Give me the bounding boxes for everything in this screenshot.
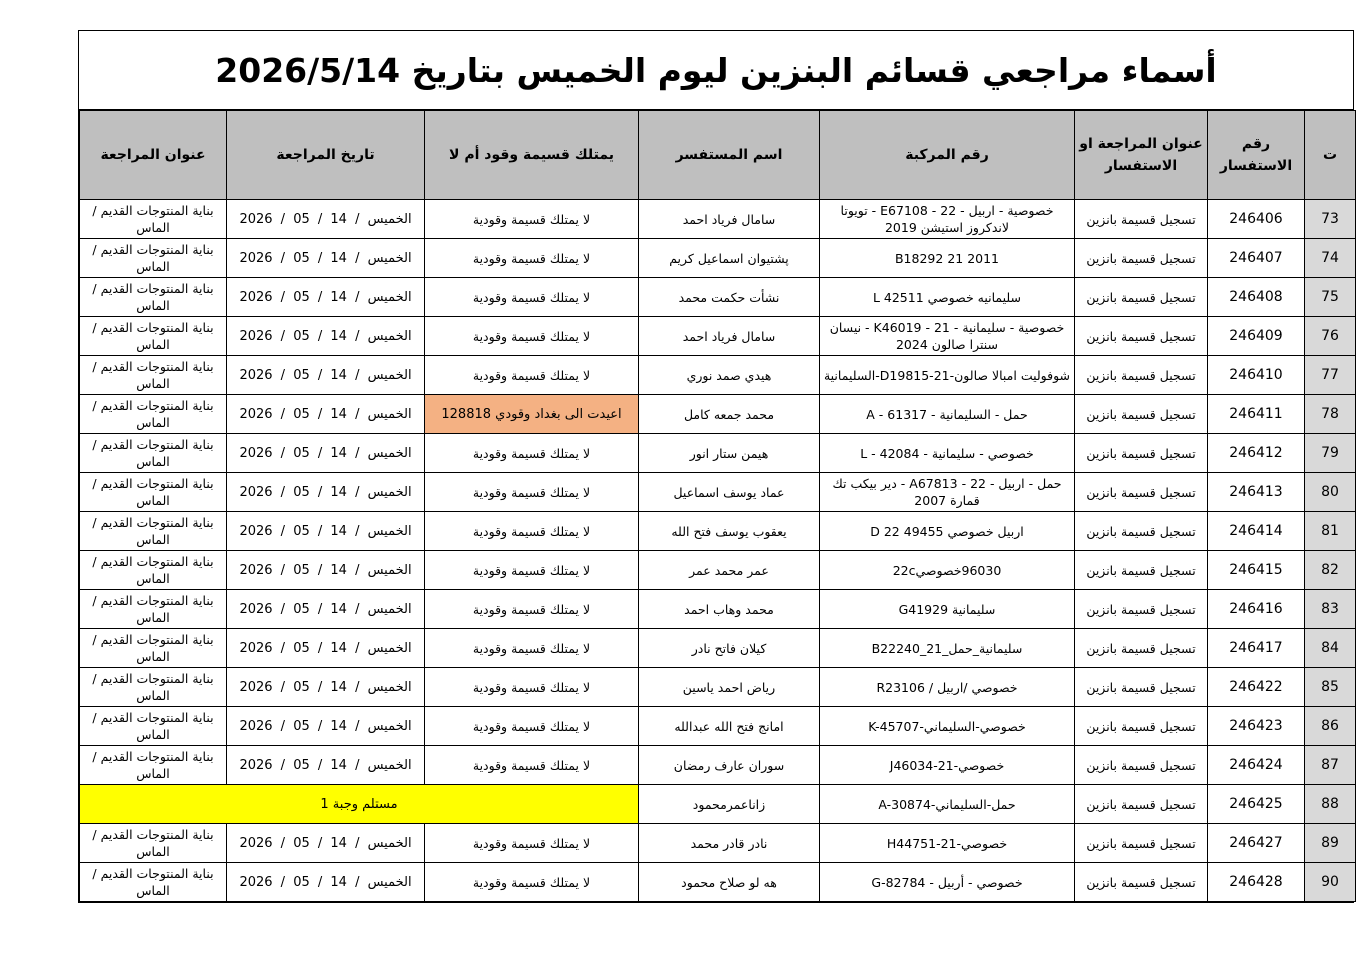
cell-review-location: بناية المنتوجات القديم / الماس	[80, 473, 227, 512]
table-row	[80, 434, 1356, 473]
table-row	[80, 668, 1356, 707]
cell-seq: 82	[1305, 551, 1356, 590]
cell-fuel-coupon: لا يمتلك قسيمة وقودية	[425, 707, 639, 746]
header-fuel-coupon: يمتلك قسيمة وقود أم لا	[425, 111, 639, 200]
cell-review-date: الخميس / 14 / 05 / 2026	[227, 746, 425, 785]
cell-review-location: بناية المنتوجات القديم / الماس	[80, 551, 227, 590]
table-row	[80, 512, 1356, 551]
cell-vehicle-plate: حمل - السليمانية - 61317 - A	[820, 395, 1075, 434]
cell-inquiry-number: 246410	[1208, 356, 1305, 395]
cell-fuel-coupon: اعيدت الى بغداد وقودي 128818	[425, 395, 639, 434]
header-review-date: تاريخ المراجعة	[227, 111, 425, 200]
cell-vehicle-plate: خصوصي - سليمانية - 42084 - L	[820, 434, 1075, 473]
cell-vehicle-plate: حمل-السليماني-A-30874	[820, 785, 1075, 824]
cell-seq: 86	[1305, 707, 1356, 746]
cell-review-location: بناية المنتوجات القديم / الماس	[80, 356, 227, 395]
cell-vehicle-plate: شوفوليت امبالا صالون-D19815-21-السليمانية	[820, 356, 1075, 395]
cell-review-location: بناية المنتوجات القديم / الماس	[80, 395, 227, 434]
table-row	[80, 317, 1356, 356]
cell-applicant-name: نشأت حكمت محمد	[639, 278, 820, 317]
cell-review-date: الخميس / 14 / 05 / 2026	[227, 317, 425, 356]
cell-review-location: بناية المنتوجات القديم / الماس	[80, 707, 227, 746]
cell-inquiry-number: 246408	[1208, 278, 1305, 317]
table-row	[80, 356, 1356, 395]
cell-inquiry-number: 246422	[1208, 668, 1305, 707]
table-row	[80, 590, 1356, 629]
cell-review-date: الخميس / 14 / 05 / 2026	[227, 434, 425, 473]
cell-review-location: بناية المنتوجات القديم / الماس	[80, 200, 227, 239]
cell-seq: 83	[1305, 590, 1356, 629]
cell-fuel-coupon: لا يمتلك قسيمة وقودية	[425, 629, 639, 668]
table-row	[80, 395, 1356, 434]
cell-seq: 77	[1305, 356, 1356, 395]
cell-review-date: الخميس / 14 / 05 / 2026	[227, 707, 425, 746]
cell-review-date: الخميس / 14 / 05 / 2026	[227, 278, 425, 317]
cell-applicant-name: نادر قادر محمد	[639, 824, 820, 863]
page-title: أسماء مراجعي قسائم البنزين ليوم الخميس بتاريخ 2026/5/14	[79, 31, 1353, 110]
cell-inquiry-type: تسجيل قسيمة بانزين	[1075, 824, 1208, 863]
document-sheet	[78, 30, 1354, 903]
cell-inquiry-type: تسجيل قسيمة بانزين	[1075, 239, 1208, 278]
table-row	[80, 746, 1356, 785]
cell-inquiry-type: تسجيل قسيمة بانزين	[1075, 278, 1208, 317]
cell-inquiry-number: 246414	[1208, 512, 1305, 551]
cell-inquiry-type: تسجيل قسيمة بانزين	[1075, 356, 1208, 395]
cell-vehicle-plate: سليمانيه خصوصي L 42511	[820, 278, 1075, 317]
cell-vehicle-plate: خصوصي - أربيل - G-82784	[820, 863, 1075, 902]
cell-applicant-name: يعقوب يوسف فتح الله	[639, 512, 820, 551]
cell-inquiry-number: 246417	[1208, 629, 1305, 668]
cell-inquiry-number: 246423	[1208, 707, 1305, 746]
table-row	[80, 785, 1356, 824]
cell-fuel-coupon: لا يمتلك قسيمة وقودية	[425, 746, 639, 785]
table-row	[80, 278, 1356, 317]
cell-review-location: بناية المنتوجات القديم / الماس	[80, 434, 227, 473]
cell-inquiry-type: تسجيل قسيمة بانزين	[1075, 590, 1208, 629]
cell-review-date: الخميس / 14 / 05 / 2026	[227, 473, 425, 512]
cell-inquiry-type: تسجيل قسيمة بانزين	[1075, 746, 1208, 785]
header-seq: ت	[1305, 111, 1356, 200]
cell-inquiry-type: تسجيل قسيمة بانزين	[1075, 629, 1208, 668]
header-vehicle-plate: رقم المركبة	[820, 111, 1075, 200]
cell-seq: 85	[1305, 668, 1356, 707]
header-inquiry-type: عنوان المراجعة او الاستفسار	[1075, 111, 1208, 200]
cell-fuel-coupon: لا يمتلك قسيمة وقودية	[425, 863, 639, 902]
cell-applicant-name: كيلان فاتح نادر	[639, 629, 820, 668]
cell-inquiry-number: 246407	[1208, 239, 1305, 278]
cell-inquiry-number: 246416	[1208, 590, 1305, 629]
cell-applicant-name: سامال فرياد احمد	[639, 317, 820, 356]
cell-inquiry-type: تسجيل قسيمة بانزين	[1075, 317, 1208, 356]
cell-review-location: بناية المنتوجات القديم / الماس	[80, 590, 227, 629]
cell-applicant-name: هه لو صلاح محمود	[639, 863, 820, 902]
cell-vehicle-plate: حمل - اربيل - 22 - A67813 - دير بيكب تك قمارة 2007	[820, 473, 1075, 512]
header-review-location: عنوان المراجعة	[80, 111, 227, 200]
table-row	[80, 824, 1356, 863]
table-row	[80, 629, 1356, 668]
cell-inquiry-type: تسجيل قسيمة بانزين	[1075, 395, 1208, 434]
cell-seq: 88	[1305, 785, 1356, 824]
cell-inquiry-number: 246412	[1208, 434, 1305, 473]
cell-seq: 75	[1305, 278, 1356, 317]
cell-inquiry-number: 246409	[1208, 317, 1305, 356]
cell-inquiry-number: 246411	[1208, 395, 1305, 434]
cell-review-date: الخميس / 14 / 05 / 2026	[227, 239, 425, 278]
table-row	[80, 473, 1356, 512]
cell-vehicle-plate: اربيل خصوصي 49455 22 D	[820, 512, 1075, 551]
cell-fuel-coupon: لا يمتلك قسيمة وقودية	[425, 473, 639, 512]
cell-review-date: الخميس / 14 / 05 / 2026	[227, 824, 425, 863]
cell-fuel-coupon: لا يمتلك قسيمة وقودية	[425, 590, 639, 629]
cell-review-date: الخميس / 14 / 05 / 2026	[227, 668, 425, 707]
cell-inquiry-number: 246428	[1208, 863, 1305, 902]
cell-vehicle-plate: سليمانية G41929	[820, 590, 1075, 629]
cell-inquiry-type: تسجيل قسيمة بانزين	[1075, 512, 1208, 551]
cell-seq: 73	[1305, 200, 1356, 239]
table-row	[80, 863, 1356, 902]
cell-seq: 78	[1305, 395, 1356, 434]
cell-review-date: الخميس / 14 / 05 / 2026	[227, 356, 425, 395]
cell-inquiry-number: 246413	[1208, 473, 1305, 512]
cell-inquiry-type: تسجيل قسيمة بانزين	[1075, 668, 1208, 707]
table-row	[80, 200, 1356, 239]
cell-vehicle-plate: خصوصي-السليماني-K-45707	[820, 707, 1075, 746]
cell-vehicle-plate: سليمانية_حمل_21_B22240	[820, 629, 1075, 668]
cell-applicant-name: امانج فتح الله عبدالله	[639, 707, 820, 746]
cell-fuel-coupon: لا يمتلك قسيمة وقودية	[425, 317, 639, 356]
cell-review-location: بناية المنتوجات القديم / الماس	[80, 668, 227, 707]
cell-review-date: الخميس / 14 / 05 / 2026	[227, 629, 425, 668]
cell-inquiry-type: تسجيل قسيمة بانزين	[1075, 785, 1208, 824]
cell-seq: 74	[1305, 239, 1356, 278]
cell-fuel-coupon: لا يمتلك قسيمة وقودية	[425, 434, 639, 473]
cell-review-date: الخميس / 14 / 05 / 2026	[227, 512, 425, 551]
cell-seq: 79	[1305, 434, 1356, 473]
cell-vehicle-plate: خصوصي-21-J46034	[820, 746, 1075, 785]
cell-fuel-coupon: لا يمتلك قسيمة وقودية	[425, 356, 639, 395]
cell-seq: 81	[1305, 512, 1356, 551]
header-applicant-name: اسم المستفسر	[639, 111, 820, 200]
cell-seq: 89	[1305, 824, 1356, 863]
cell-seq: 80	[1305, 473, 1356, 512]
cell-review-location: بناية المنتوجات القديم / الماس	[80, 512, 227, 551]
header-inquiry-number: رقم الاستفسار	[1208, 111, 1305, 200]
cell-applicant-name: محمد وهاب احمد	[639, 590, 820, 629]
cell-inquiry-type: تسجيل قسيمة بانزين	[1075, 551, 1208, 590]
cell-applicant-name: هيمن ستار انور	[639, 434, 820, 473]
cell-review-date: الخميس / 14 / 05 / 2026	[227, 200, 425, 239]
cell-applicant-name: رياض احمد ياسين	[639, 668, 820, 707]
cell-seq: 87	[1305, 746, 1356, 785]
table-row	[80, 551, 1356, 590]
cell-vehicle-plate: خصوصية - اربيل - 22 - E67108 - تويوتا لاندكروز استيشن 2019	[820, 200, 1075, 239]
cell-inquiry-number: 246425	[1208, 785, 1305, 824]
cell-applicant-name: زاناعمرمحمود	[639, 785, 820, 824]
cell-inquiry-number: 246424	[1208, 746, 1305, 785]
cell-review-date: الخميس / 14 / 05 / 2026	[227, 551, 425, 590]
cell-applicant-name: عماد يوسف اسماعيل	[639, 473, 820, 512]
cell-applicant-name: محمد جمعه كامل	[639, 395, 820, 434]
cell-inquiry-type: تسجيل قسيمة بانزين	[1075, 200, 1208, 239]
table-row	[80, 239, 1356, 278]
cell-seq: 90	[1305, 863, 1356, 902]
table-body	[80, 200, 1356, 902]
cell-review-location: بناية المنتوجات القديم / الماس	[80, 278, 227, 317]
cell-review-location: بناية المنتوجات القديم / الماس	[80, 239, 227, 278]
cell-fuel-coupon: لا يمتلك قسيمة وقودية	[425, 278, 639, 317]
cell-seq: 76	[1305, 317, 1356, 356]
cell-inquiry-type: تسجيل قسيمة بانزين	[1075, 473, 1208, 512]
cell-vehicle-plate: خصوصية - سليمانية - 21 - K46019 - نيسان سنترا صالون 2024	[820, 317, 1075, 356]
cell-review-date: الخميس / 14 / 05 / 2026	[227, 863, 425, 902]
reviewers-table	[79, 110, 1356, 902]
cell-inquiry-number: 246415	[1208, 551, 1305, 590]
cell-fuel-coupon: لا يمتلك قسيمة وقودية	[425, 239, 639, 278]
cell-review-location: بناية المنتوجات القديم / الماس	[80, 746, 227, 785]
cell-vehicle-plate: 2011 21 B18292	[820, 239, 1075, 278]
cell-inquiry-type: تسجيل قسيمة بانزين	[1075, 707, 1208, 746]
cell-review-location: بناية المنتوجات القديم / الماس	[80, 824, 227, 863]
table-row	[80, 707, 1356, 746]
cell-fuel-coupon: لا يمتلك قسيمة وقودية	[425, 200, 639, 239]
cell-review-date: الخميس / 14 / 05 / 2026	[227, 395, 425, 434]
cell-fuel-coupon: لا يمتلك قسيمة وقودية	[425, 512, 639, 551]
cell-seq: 84	[1305, 629, 1356, 668]
cell-applicant-name: سوران عارف رمضان	[639, 746, 820, 785]
cell-review-date: الخميس / 14 / 05 / 2026	[227, 590, 425, 629]
cell-applicant-name: عمر محمد عمر	[639, 551, 820, 590]
cell-review-location: بناية المنتوجات القديم / الماس	[80, 317, 227, 356]
cell-status-merged: مستلم وجبة 1	[80, 785, 639, 824]
cell-vehicle-plate: خصوصي /اربيل / R23106	[820, 668, 1075, 707]
cell-review-location: بناية المنتوجات القديم / الماس	[80, 863, 227, 902]
cell-applicant-name: هيدي صمد نوري	[639, 356, 820, 395]
cell-inquiry-type: تسجيل قسيمة بانزين	[1075, 434, 1208, 473]
cell-applicant-name: پشتيوان اسماعيل كريم	[639, 239, 820, 278]
cell-applicant-name: سامال فرياد احمد	[639, 200, 820, 239]
cell-inquiry-type: تسجيل قسيمة بانزين	[1075, 863, 1208, 902]
cell-vehicle-plate: 96030خصوصي22c	[820, 551, 1075, 590]
cell-fuel-coupon: لا يمتلك قسيمة وقودية	[425, 551, 639, 590]
cell-fuel-coupon: لا يمتلك قسيمة وقودية	[425, 668, 639, 707]
cell-fuel-coupon: لا يمتلك قسيمة وقودية	[425, 824, 639, 863]
cell-inquiry-number: 246406	[1208, 200, 1305, 239]
cell-review-location: بناية المنتوجات القديم / الماس	[80, 629, 227, 668]
cell-inquiry-number: 246427	[1208, 824, 1305, 863]
table-header-row	[80, 111, 1356, 200]
cell-vehicle-plate: خصوصي-21-H44751	[820, 824, 1075, 863]
